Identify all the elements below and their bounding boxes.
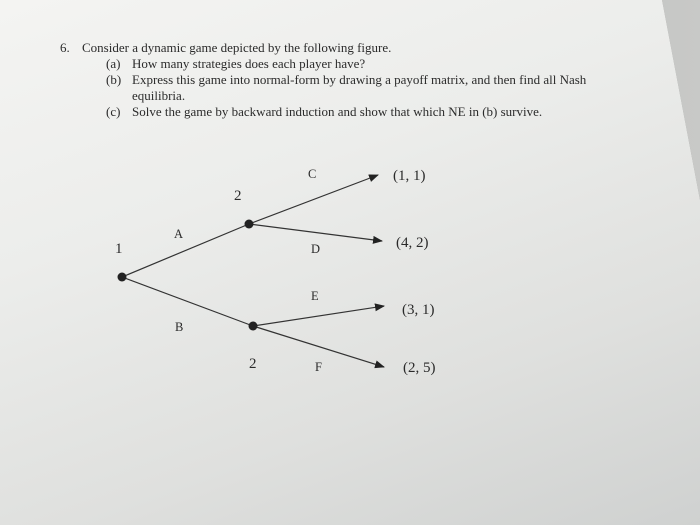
move-label-a: A — [174, 227, 184, 241]
player-label-upper: 2 — [234, 188, 242, 204]
player-label-root: 1 — [115, 241, 123, 257]
payoff-c: (1, 1) — [393, 168, 426, 184]
move-label-d: D — [311, 242, 321, 256]
edge-root-to-lower — [122, 277, 253, 326]
edge-move-d — [249, 224, 382, 241]
question-number: 6. — [60, 40, 70, 55]
payoff-d: (4, 2) — [396, 235, 429, 251]
move-label-e: E — [311, 289, 319, 303]
question-stem: Consider a dynamic game depicted by the following figure. — [82, 40, 392, 55]
edge-move-c — [249, 175, 378, 224]
move-label-b: B — [175, 320, 184, 334]
part-label: (a) — [106, 56, 121, 71]
edge-root-to-upper — [122, 224, 249, 277]
move-label-c: C — [308, 167, 317, 181]
payoff-e: (3, 1) — [402, 302, 435, 318]
part-text: How many strategies does each player have? — [132, 56, 366, 71]
payoff-f: (2, 5) — [403, 360, 436, 376]
part-label: (c) — [106, 104, 121, 119]
edge-move-e — [253, 306, 384, 326]
part-text: Express this game into normal-form by drawing a payoff matrix, and then find all Nash equilibria. — [132, 72, 587, 103]
root-node — [118, 273, 127, 282]
move-label-f: F — [315, 360, 322, 374]
part-text: Solve the game by backward induction and show that which NE in (b) survive. — [132, 104, 543, 119]
player-label-lower: 2 — [249, 356, 257, 372]
lower-node — [249, 322, 258, 331]
upper-node — [245, 220, 254, 229]
part-label: (b) — [106, 72, 122, 87]
